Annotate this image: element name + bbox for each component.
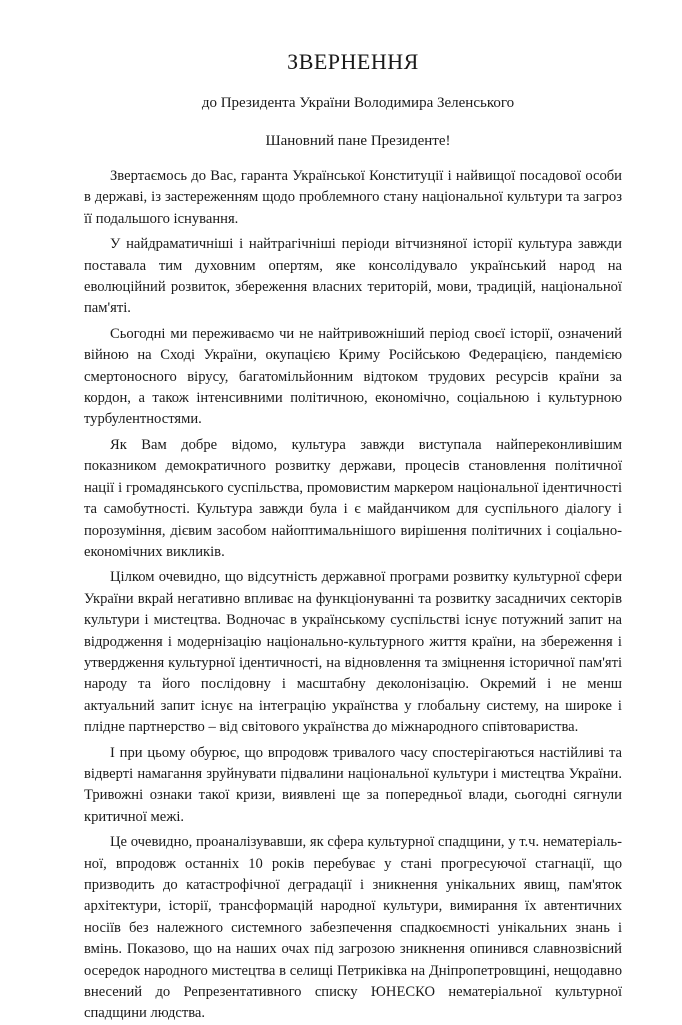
document-body: [84, 166, 622, 1025]
document-title: ЗВЕРНЕННЯ: [287, 49, 419, 74]
body-paragraph: Це очевидно, проаналізувавши, як сфера культурної спадщини, у т.ч. нематеріальної, впродовж останніх 10 років перебуває у стані прогресуючої стагнації, що призводить до катастрофічної деградації і зникнення унікальних явищ, пам'яток архітектури, історії, трансформацій народної культури, вимирання їх автентичних носіїв без належного системного забезпечення спадкоємності унікальних знань і вмінь. Показово, що на наших очах під загрозою зникнення опинився славнозвісний осередок народного мистецтва в селищі Петриківка на Дніпропетровщині, нещодавно внесений до Репрезентативного списку ЮНЕСКО нематеріальної культурної спадщини людства.: [84, 834, 622, 1022]
body-paragraph: Звертаємось до Вас, гаранта Української Конституції і найвищої посадової особи в державі, із застереженням щодо проблемного стану національної культури та загроз її подальшого існування.: [84, 168, 622, 227]
addressee-line: до Президента України Володимира Зеленського: [201, 95, 515, 111]
body-paragraph: У найдраматичніші і найтрагічніші періоди вітчизняної історії культура завжди поставала тим духовним опертям, яке консолідувало український народ на еволюційний розвиток, збереження власних територій, мови, традицій, національної пам'яті.: [84, 236, 622, 317]
body-paragraph: Цілком очевидно, що відсутність державної програми розвитку культурної сфери України вкрай негативно впливає на функціонуванні та розвитку засадничих секторів культури і мистецтва. Водночас в українському суспільстві існує потужний запит на відродження і модернізацію національно-культурного життя країни, на збереження і утвердження культурної ідентичності, на відновлення та зміцнення історичної пам'яті народу та його послідовну і масштабну деколонізацію. Окремий і не менш актуальний запит існує на інтеграцію українства у глобальну систему, на широке і плідне партнерство – від світового українства до міжнародного співтовариства.: [84, 569, 622, 736]
body-paragraph: Як Вам добре відомо, культура завжди виступала найпереконливішим показником демократичного розвитку держави, процесів становлення політичної нації і громадянського суспільства, промовистим маркером національної ідентичності та самобутності. Культура завжди була і є майданчиком для суспільного діалогу і порозуміння, дієвим засобом найоптимальнішого вирішення політичних і соціально-економічних викликів.: [84, 436, 622, 560]
salutation-line: Шановний пане Президенте!: [265, 133, 451, 149]
body-paragraph: І при цьому обурює, що впродовж тривалого часу спостерігаються настійливі та відверті намагання зруйнувати підвалини національної культури і мистецтва України. Тривожні ознаки такої кризи, виявлені ще за попередньої влади, сьогодні сягнули критичної межі.: [84, 744, 622, 825]
body-paragraph: Сьогодні ми переживаємо чи не найтривожніший період своєї історії, означений війною на Сході України, окупацією Криму Російською Федерацією, пандемією смертоносного вірусу, багатомільйонним відтоком трудових ресурсів країни за кордон, а також інтенсивними політичною, економічно, соціальною і культурною турбулентностями.: [84, 325, 622, 428]
